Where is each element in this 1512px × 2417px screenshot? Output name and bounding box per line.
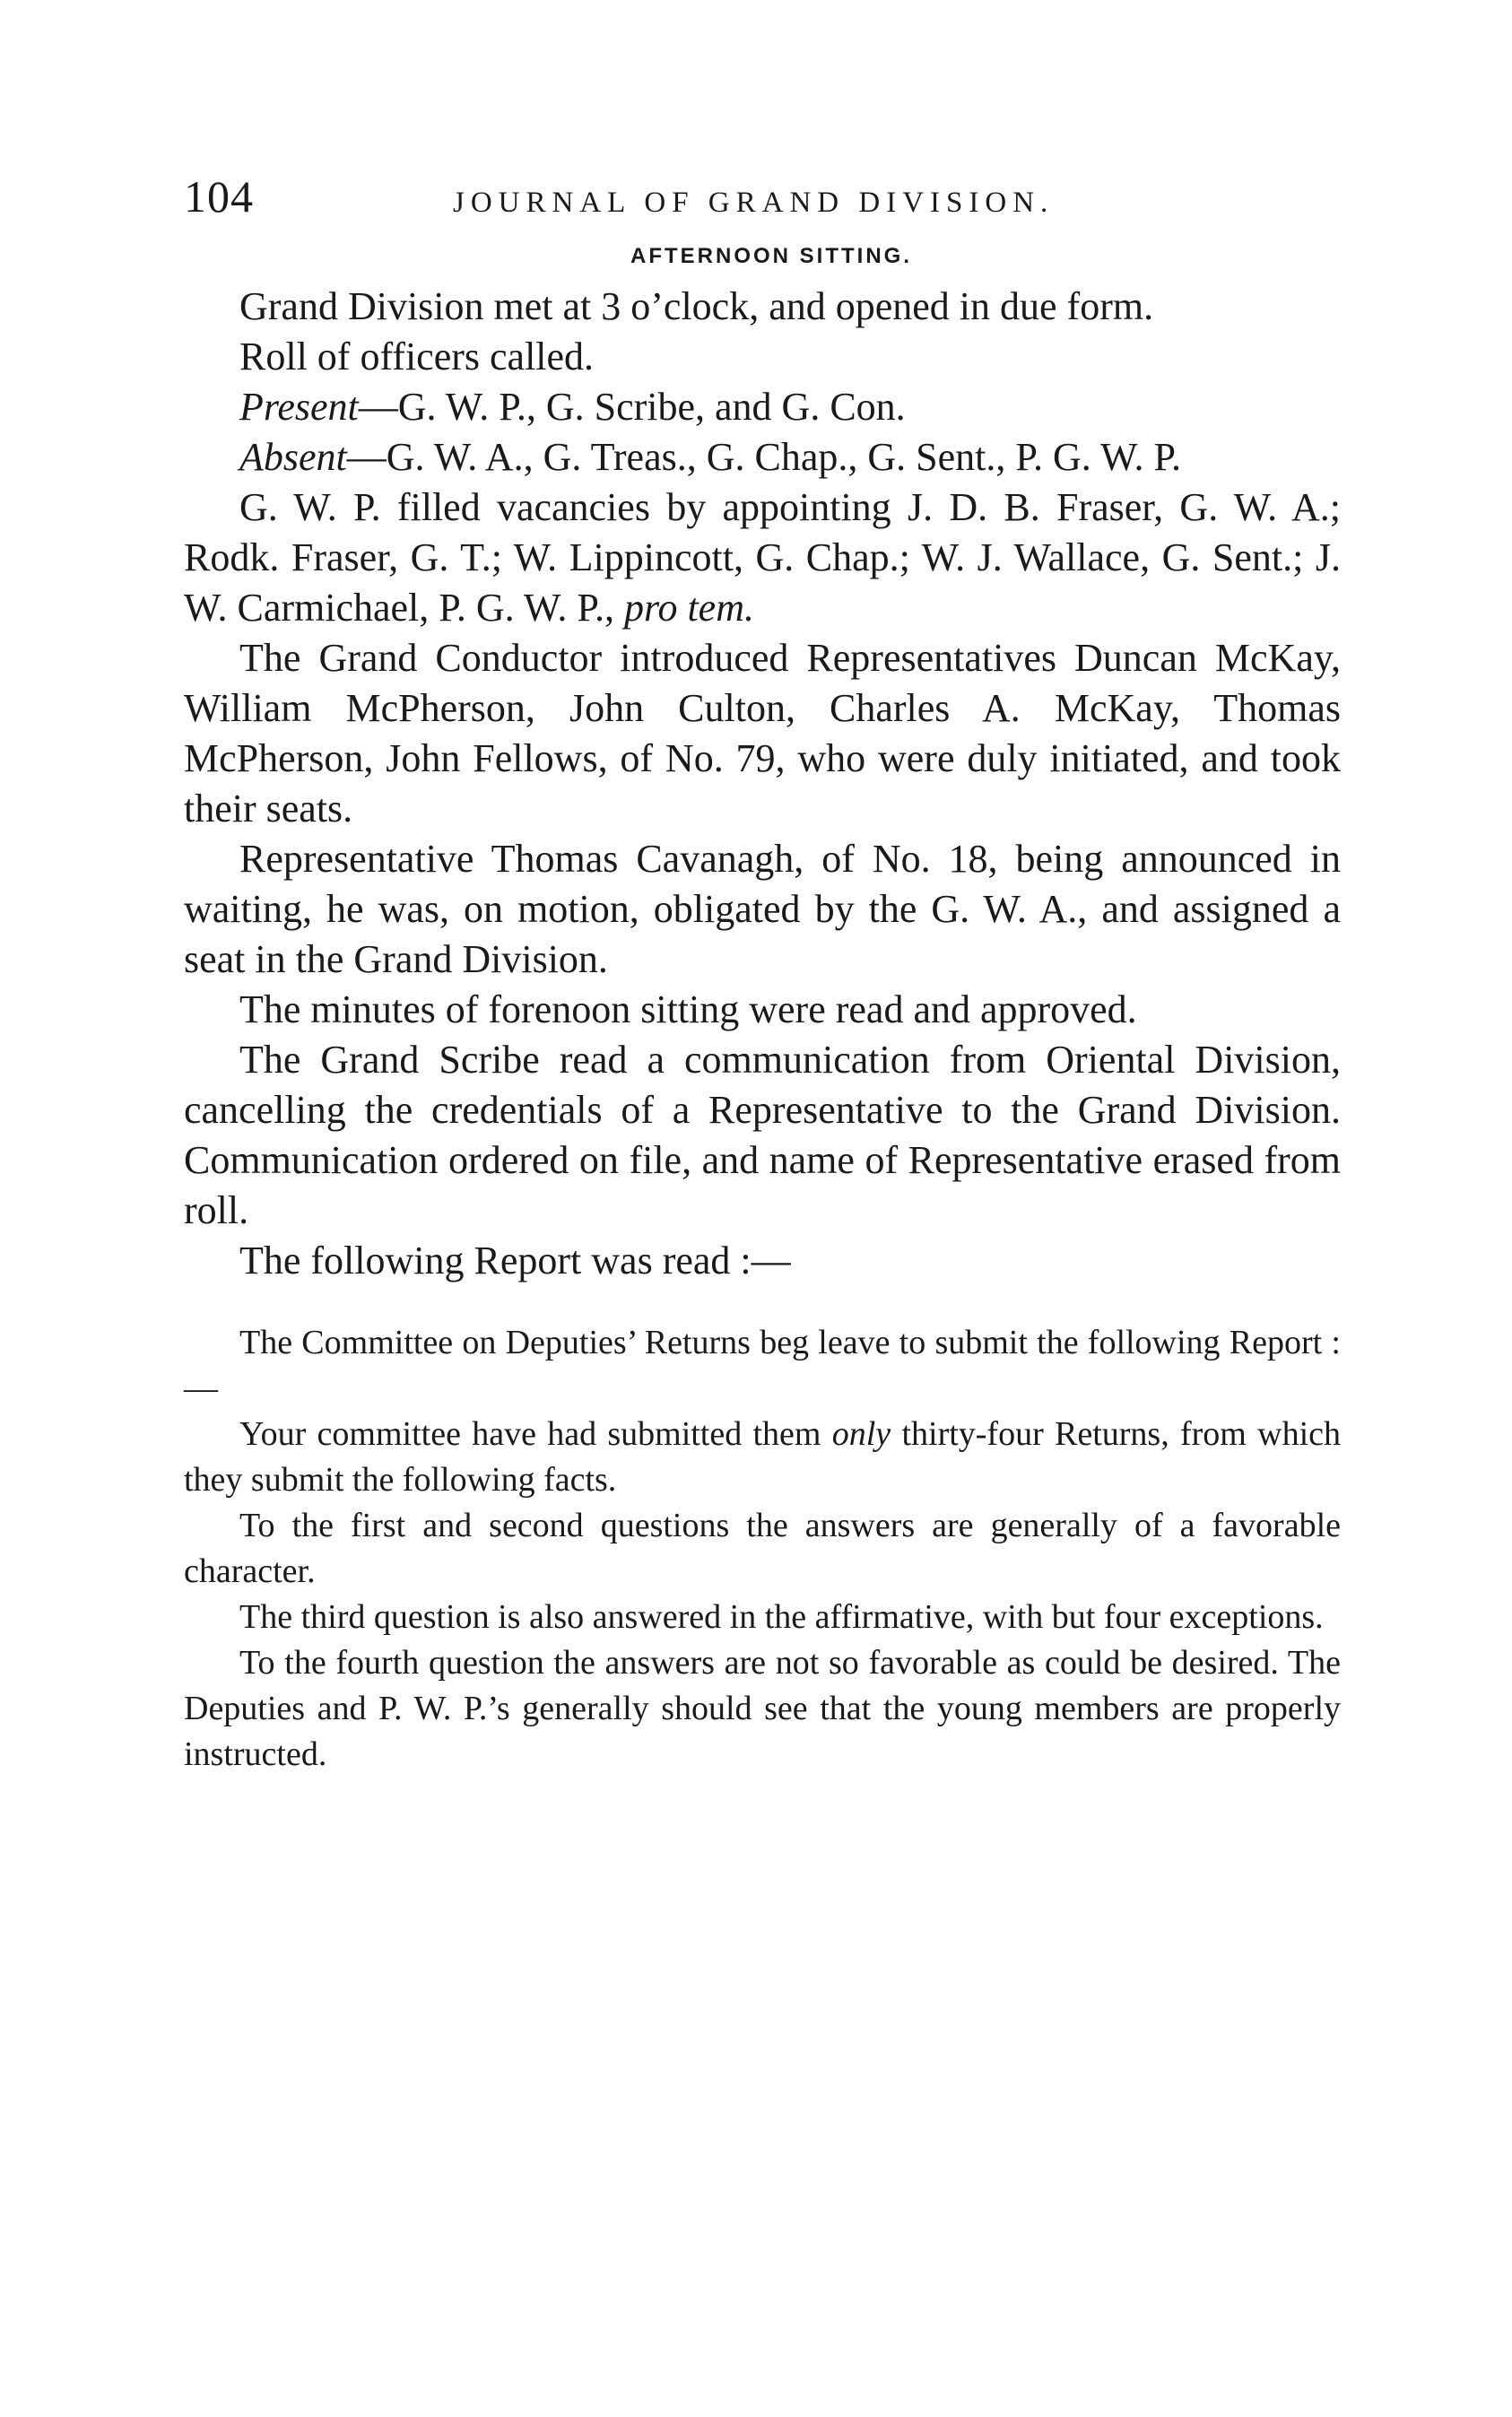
journal-page bbox=[184, 170, 1341, 1778]
report-fourth: To the fourth question the answers are not so favorable as could be desired. The Deputies and P. W. P.’s generally should see that the young members are properly instructed. bbox=[184, 1644, 1341, 1773]
committee-report bbox=[184, 1320, 1341, 1778]
paragraph-representatives: The Grand Conductor introduced Representatives Duncan McKay, William McPherson, John Culton, Charles A. McKay, Thomas McPherson, John Fellows, of No. 79, who were duly initiated, and took their seats. bbox=[184, 636, 1341, 830]
paragraph-minutes: The minutes of forenoon sitting were read and approved. bbox=[239, 987, 1137, 1031]
paragraph-roll-call: Roll of officers called. bbox=[239, 335, 595, 378]
report-returns-before: Your committee have had submitted them bbox=[239, 1415, 832, 1453]
report-first-second: To the first and second questions the answers are generally of a favorable character. bbox=[184, 1507, 1341, 1590]
paragraph-opening: Grand Division met at 3 o’clock, and opened in due form. bbox=[239, 284, 1154, 328]
report-third: The third question is also answered in the affirmative, with but four exceptions. bbox=[239, 1598, 1324, 1636]
report-returns bbox=[184, 1412, 1341, 1503]
section-heading: AFTERNOON SITTING. bbox=[630, 244, 912, 268]
absent-list: —G. W. A., G. Treas., G. Chap., G. Sent., P. G. W. P. bbox=[346, 435, 1182, 479]
paragraph-vacancies bbox=[184, 483, 1341, 633]
present-list: —G. W. P., G. Scribe, and G. Con. bbox=[358, 385, 906, 429]
absent-label: Absent bbox=[239, 435, 347, 479]
vacancies-text: G. W. P. filled vacancies by appointing J. D. B. Fraser, G. W. A.; Rodk. Fraser, G. T.; W. Lippincott, G. Chap.; W. J. Wallace, G. Sent.; J. W. Carmichael, P. G. W. P., bbox=[184, 485, 1341, 630]
paragraph-report-intro: The following Report was read :— bbox=[239, 1239, 791, 1282]
running-title: JOURNAL OF GRAND DIVISION. bbox=[453, 187, 1055, 219]
paragraph-cavanagh: Representative Thomas Cavanagh, of No. 18, being announced in waiting, he was, on motion, obligated by the G. W. A., and assigned a seat in the Grand Division. bbox=[184, 837, 1341, 981]
paragraph-present bbox=[184, 382, 1341, 432]
page-number: 104 bbox=[184, 171, 254, 222]
report-returns-after: thirty-four Returns, from which they submit the following facts. bbox=[184, 1415, 1341, 1499]
paragraph-absent bbox=[184, 432, 1341, 483]
present-label: Present bbox=[239, 385, 359, 429]
report-returns-emphasis: only bbox=[831, 1415, 891, 1453]
pro-tem-text: pro tem. bbox=[623, 586, 754, 630]
report-opening: The Committee on Deputies’ Returns beg leave to submit the following Report :— bbox=[184, 1324, 1341, 1407]
running-head bbox=[184, 170, 1341, 233]
minutes-body bbox=[184, 282, 1341, 1286]
paragraph-communication: The Grand Scribe read a communication from Oriental Division, cancelling the credentials of a Representative to the Grand Division. Communication ordered on file, and name of Representative erased from roll. bbox=[184, 1038, 1341, 1232]
